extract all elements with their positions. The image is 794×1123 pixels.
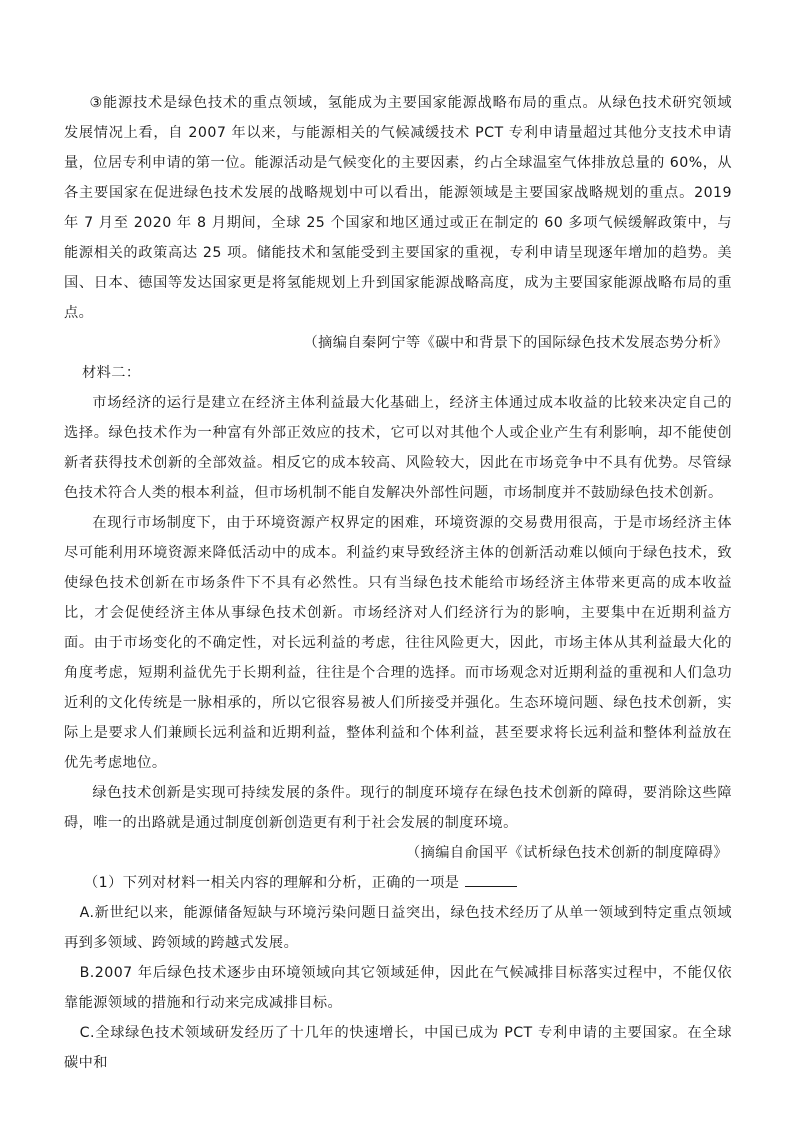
material2-heading: 材料二：: [82, 365, 141, 381]
option-b: B.2007 年后绿色技术逐步由环境领域向其它领域延伸，因此在气候减排目标落实过程中，不能仅依靠能源领域的措施和行动来完成减排目标。: [64, 965, 732, 1011]
document-page: [64, 88, 732, 1078]
question-1: [64, 868, 732, 898]
source-citation-2: （摘编自俞国平《试析绿色技术创新的制度障碍》: [405, 845, 728, 861]
option-c: C.全球绿色技术领域研发经历了十几年的快速增长，中国已成为 PCT 专利申请的主要国家。在全球碳中和: [64, 1025, 732, 1071]
material1-paragraph-3: ③能源技术是绿色技术的重点领域，氢能成为主要国家能源战略布局的重点。从绿色技术研究领域发展情况上看，自 2007 年以来，与能源相关的气候减缓技术 PCT 专利申请量超过其他分支技术申请量，位居专利申请的第一位。能源活动是气候变化的主要因素，约占全球温室气体排放总量的 60%，从各主要国家在促进绿色技术发展的战略规划中可以看出，能源领域是主要国家战略规划的重点。2019 年 7 月至 2020 年 8 月期间，全球 25 个国家和地区通过或正在制定的 60 多项气候缓解政策中，与能源相关的政策高达 25 项。储能技术和氢能受到主要国家的重视，专利申请呈现逐年增加的趋势。美国、日本、德国等发达国家更是将氢能规划上升到国家能源战略高度，成为主要国家能源战略布局的重点。: [64, 95, 732, 321]
material2-paragraph-3: 绿色技术创新是实现可持续发展的条件。现行的制度环境存在绿色技术创新的障碍，要消除这些障碍，唯一的出路就是通过制度创新创造更有利于社会发展的制度环境。: [64, 785, 732, 831]
question-1-text: （1）下列对材料一相关内容的理解和分析，正确的一项是: [84, 875, 460, 891]
material2-paragraph-1: 市场经济的运行是建立在经济主体利益最大化基础上，经济主体通过成本收益的比较来决定自己的选择。绿色技术作为一种富有外部正效应的技术，它可以对其他个人或企业产生有利影响，却不能使创新者获得技术创新的全部效益。相反它的成本较高、风险较大，因此在市场竞争中不具有优势。尽管绿色技术符合人类的根本利益，但市场机制不能自发解决外部性问题，市场制度并不鼓励绿色技术创新。: [64, 395, 732, 501]
option-a: A.新世纪以来，能源储备短缺与环境污染问题日益突出，绿色技术经历了从单一领域到特定重点领域再到多领域、跨领域的跨越式发展。: [64, 905, 732, 951]
material2-paragraph-2: 在现行市场制度下，由于环境资源产权界定的困难，环境资源的交易费用很高，于是市场经济主体尽可能利用环境资源来降低活动中的成本。利益约束导致经济主体的创新活动难以倾向于绿色技术，致使绿色技术创新在市场条件下不具有必然性。只有当绿色技术能给市场经济主体带来更高的成本收益比，才会促使经济主体从事绿色技术创新。市场经济对人们经济行为的影响，主要集中在近期利益方面。由于市场变化的不确定性，对长远利益的考虑，往往风险更大，因此，市场主体从其利益最大化的角度考虑，短期利益优先于长期利益，往往是个合理的选择。而市场观念对近期利益的重视和人们急功近利的文化传统是一脉相承的，所以它很容易被人们所接受并强化。生态环境问题、绿色技术创新，实际上是要求人们兼顾长远利益和近期利益，整体利益和个体利益，甚至要求将长远利益和整体利益放在优先考虑地位。: [64, 515, 732, 771]
answer-blank: [465, 872, 517, 887]
source-citation-1: （摘编自秦阿宁等《碳中和背景下的国际绿色技术发展态势分析》: [303, 335, 728, 351]
